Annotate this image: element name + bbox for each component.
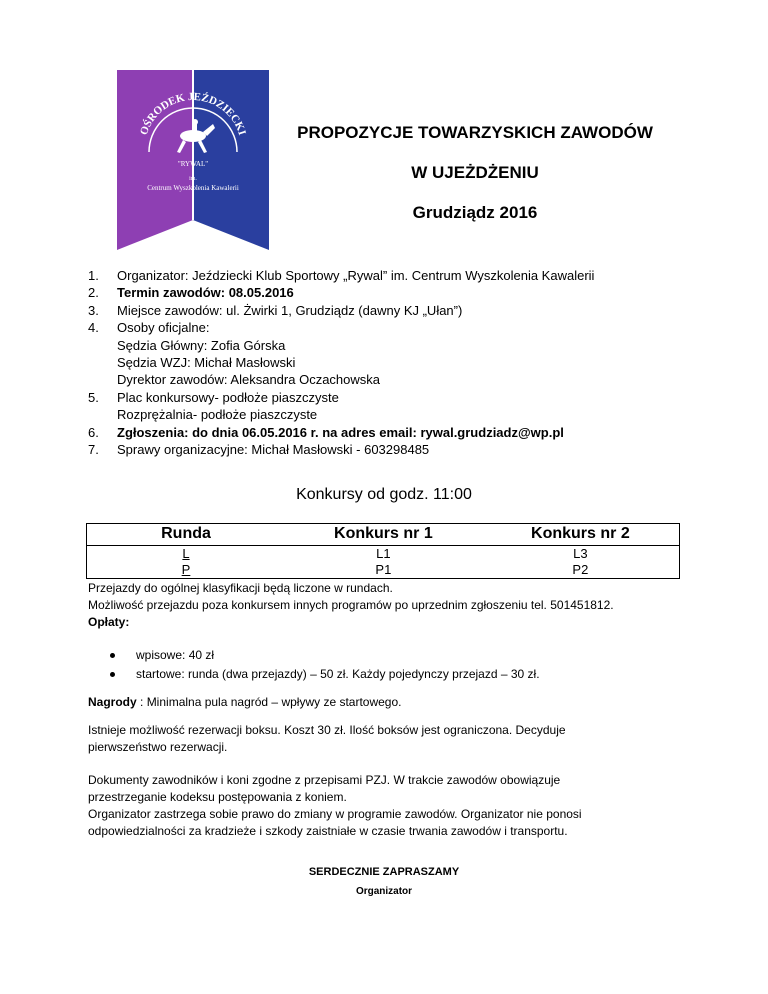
- table-cell: L1: [376, 546, 391, 561]
- list-item: 1. Organizator: Jeździecki Klub Sportowy „Rywal” im. Centrum Wyszkolenia Kawalerii: [88, 268, 595, 283]
- table-cell: P2: [482, 562, 680, 579]
- official-judge: Sędzia Główny: Zofia Górska: [117, 337, 286, 353]
- extra-programs-note: Możliwość przejazdu poza konkursem innych programów po uprzednim zgłoszeniu tel. 501451812.: [88, 598, 614, 612]
- table-cell: P1: [285, 562, 482, 579]
- club-logo: [117, 70, 269, 250]
- list-item: 4. Osoby oficjalne:: [88, 320, 210, 336]
- document-title: PROPOZYCJE TOWARZYSKICH ZAWODÓW: [297, 123, 653, 142]
- official-director: Dyrektor zawodów: Aleksandra Oczachowska: [117, 372, 381, 388]
- header-competition-2: Konkurs nr 2: [482, 524, 680, 546]
- entry-fee: wpisowe: 40 zł: [136, 648, 215, 662]
- bullet-icon: [110, 653, 115, 658]
- signature: Organizator: [355, 886, 413, 897]
- table-cell: L3: [482, 546, 680, 563]
- bullet-icon: [110, 672, 115, 677]
- fees-list: [110, 646, 540, 684]
- organizer-text: Organizator: Jeździecki Klub Sportowy „Rywal” im. Centrum Wyszkolenia Kawalerii: [117, 268, 595, 283]
- table-cell: P: [87, 562, 286, 579]
- boxes-note: Istnieje możliwość rezerwacji boksu. Koszt 30 zł. Ilość boksów jest ograniczona. Decyduje pierwszeństwo rezerwacji.: [88, 723, 566, 754]
- info-list: [88, 267, 594, 458]
- prizes-label: Nagrody: [88, 695, 137, 709]
- logo-arc-text: OŚRODEK JEŹDZIECKI: [137, 90, 249, 137]
- list-item: 7. Sprawy organizacyjne: Michał Masłowski - 603298485: [88, 442, 430, 458]
- list-item: [110, 646, 540, 665]
- header-competition-1: Konkurs nr 1: [285, 524, 482, 546]
- official-wzj-judge: Sędzia WZJ: Michał Masłowski: [117, 355, 296, 371]
- club-logo-graphic: [117, 70, 269, 250]
- warmup-text: Rozprężalnia- podłoże piaszczyste: [117, 407, 318, 423]
- logo-club: "RYWAL": [177, 160, 209, 168]
- document-place-year: Grudziądz 2016: [412, 203, 538, 222]
- prizes-text: : Minimalna pula nagród – wpływy ze startowego.: [136, 695, 402, 709]
- competitions-table: [86, 523, 680, 579]
- table-cell: L: [87, 546, 286, 563]
- place-text: Miejsce zawodów: ul. Żwirki 1, Grudziądz (dawny KJ „Ułan”): [117, 302, 463, 318]
- logo-center: Centrum Wyszkolenia Kawalerii: [147, 184, 239, 192]
- documents-note: Dokumenty zawodników i koni zgodne z przepisami PZJ. W trakcie zawodów obowiązuje przestrzeganie kodeksu postępowania z koniem.: [88, 773, 561, 804]
- table-row: [87, 546, 680, 563]
- contact-text: Sprawy organizacyjne: Michał Masłowski - 603298485: [117, 442, 430, 458]
- entries-text: Zgłoszenia: do dnia 06.05.2016 r. na adres email: rywal.grudziadz@wp.pl: [117, 424, 564, 440]
- list-item: 3. Miejsce zawodów: ul. Żwirki 1, Grudziądz (dawny KJ „Ułan”): [88, 302, 463, 318]
- invitation: SERDECZNIE ZAPRASZAMY: [308, 866, 460, 878]
- logo-im: im.: [189, 176, 197, 182]
- competitions-title: Konkursy od godz. 11:00: [296, 486, 472, 503]
- table-header-row: [87, 524, 680, 546]
- date-text: Termin zawodów: 08.05.2016: [117, 285, 294, 301]
- list-item: 5. Plac konkursowy- podłoże piaszczyste: [88, 389, 339, 405]
- list-item: [110, 665, 540, 684]
- list-item: 2. Termin zawodów: 08.05.2016: [88, 285, 294, 301]
- officials-text: Osoby oficjalne:: [117, 320, 210, 336]
- program-changes-note: Organizator zastrzega sobie prawo do zmiany w programie zawodów. Organizator nie ponosi odpowiedzialności za kradzieże i szkody zaistniałe w czasie trwania zawodów i transportu.: [88, 807, 582, 838]
- start-fee: startowe: runda (dwa przejazdy) – 50 zł. Każdy pojedynczy przejazd – 30 zł.: [136, 667, 540, 681]
- arena-text: Plac konkursowy- podłoże piaszczyste: [117, 389, 339, 405]
- classification-note: Przejazdy do ogólnej klasyfikacji będą liczone w rundach.: [88, 581, 393, 595]
- document-subtitle: W UJEŻDŻENIU: [411, 163, 539, 182]
- header-round: Runda: [87, 524, 286, 546]
- prizes-note: [88, 694, 698, 711]
- table-row: [87, 562, 680, 579]
- list-item: 6. Zgłoszenia: do dnia 06.05.2016 r. na adres email: rywal.grudziadz@wp.pl: [88, 424, 564, 440]
- fees-label: Opłaty:: [88, 615, 130, 629]
